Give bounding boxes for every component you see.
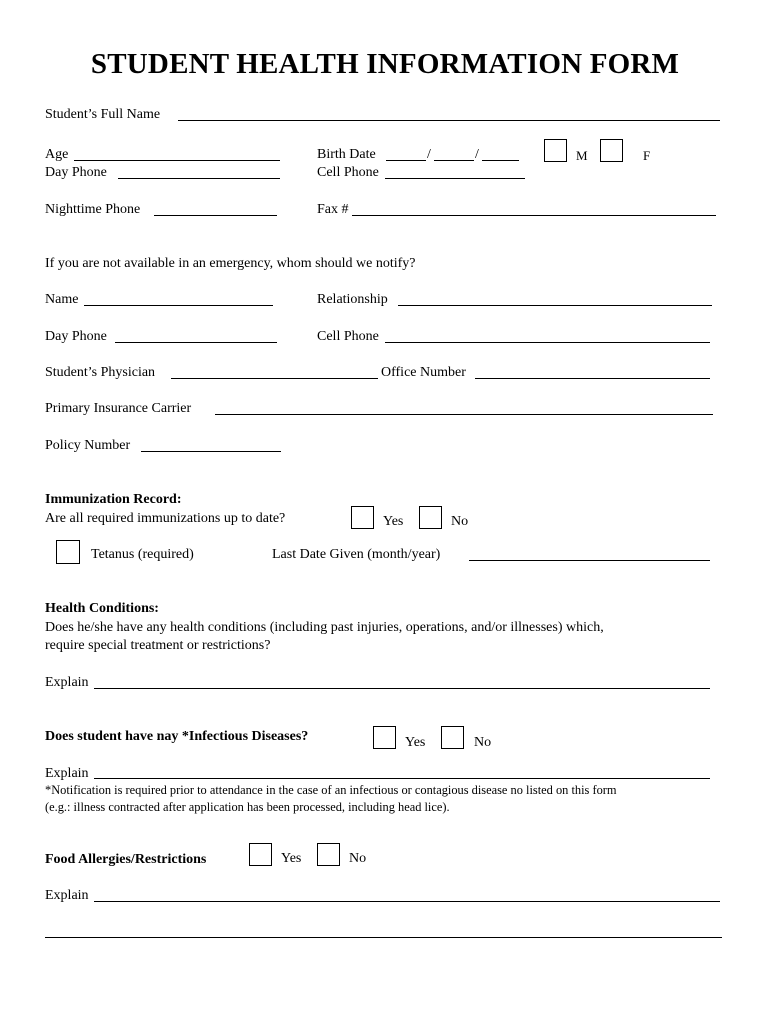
allergies-explain-label: Explain: [45, 888, 89, 903]
physician-label: Student’s Physician: [45, 365, 156, 380]
day-phone-label: Day Phone: [45, 165, 107, 180]
age-label: Age: [45, 147, 69, 162]
birth-date-separator: /: [427, 147, 431, 162]
immunization-yes-checkbox[interactable]: [351, 506, 374, 529]
infectious-yes-label: Yes: [405, 735, 426, 750]
birth-date-label: Birth Date: [317, 147, 376, 162]
emergency-day-phone-label: Day Phone: [45, 329, 107, 344]
immunization-question: Are all required immunizations up to date?: [45, 511, 286, 526]
infectious-question: Does student have nay *Infectious Diseases?: [45, 729, 309, 744]
emergency-name-field[interactable]: [84, 305, 273, 306]
infectious-explain-field[interactable]: [94, 778, 710, 779]
physician-field[interactable]: [171, 378, 378, 379]
nighttime-phone-label: Nighttime Phone: [45, 202, 141, 217]
health-explain-label: Explain: [45, 675, 89, 690]
emergency-day-phone-field[interactable]: [115, 342, 277, 343]
policy-number-field[interactable]: [141, 451, 281, 452]
tetanus-checkbox[interactable]: [56, 540, 80, 564]
tetanus-label: Tetanus (required): [91, 547, 194, 562]
cell-phone-label: Cell Phone: [317, 165, 379, 180]
form-title: STUDENT HEALTH INFORMATION FORM: [90, 48, 680, 80]
full-name-label: Student’s Full Name: [45, 107, 161, 122]
full-name-field[interactable]: [178, 120, 720, 121]
emergency-name-label: Name: [45, 292, 79, 307]
emergency-cell-phone-label: Cell Phone: [317, 329, 379, 344]
health-question-line1: Does he/she have any health conditions (including past injuries, operations, and/or illnesses) which,: [45, 620, 604, 635]
female-checkbox[interactable]: [600, 139, 623, 162]
birth-year-field[interactable]: [482, 160, 519, 161]
infectious-no-label: No: [474, 735, 492, 750]
insurance-field[interactable]: [215, 414, 713, 415]
fax-label: Fax #: [317, 202, 349, 217]
immunization-no-checkbox[interactable]: [419, 506, 442, 529]
day-phone-field[interactable]: [118, 178, 280, 179]
last-date-label: Last Date Given (month/year): [272, 547, 441, 562]
allergies-no-label: No: [349, 851, 367, 866]
office-number-field[interactable]: [475, 378, 710, 379]
male-checkbox[interactable]: [544, 139, 567, 162]
allergies-no-checkbox[interactable]: [317, 843, 340, 866]
male-label: M: [576, 148, 588, 163]
age-field[interactable]: [74, 160, 280, 161]
infectious-no-checkbox[interactable]: [441, 726, 464, 749]
allergies-explain-continuation-field[interactable]: [45, 937, 722, 938]
allergies-yes-checkbox[interactable]: [249, 843, 272, 866]
health-heading: Health Conditions:: [45, 601, 159, 616]
relationship-field[interactable]: [398, 305, 712, 306]
emergency-question: If you are not available in an emergency, whom should we notify?: [45, 256, 416, 271]
birth-day-field[interactable]: [434, 160, 474, 161]
policy-number-label: Policy Number: [45, 438, 131, 453]
infectious-explain-label: Explain: [45, 766, 89, 781]
infectious-note-line1: *Notification is required prior to attendance in the case of an infectious or contagious disease no listed on this form: [45, 783, 617, 797]
cell-phone-field[interactable]: [385, 178, 525, 179]
infectious-note-line2: (e.g.: illness contracted after application has been processed, including head lice).: [45, 800, 450, 814]
immunization-heading: Immunization Record:: [45, 492, 182, 507]
female-label: F: [643, 148, 651, 163]
health-question-line2: require special treatment or restrictions?: [45, 638, 271, 653]
health-explain-field[interactable]: [94, 688, 710, 689]
allergies-yes-label: Yes: [281, 851, 302, 866]
allergies-label: Food Allergies/Restrictions: [45, 852, 207, 867]
nighttime-phone-field[interactable]: [154, 215, 277, 216]
birth-month-field[interactable]: [386, 160, 426, 161]
last-date-field[interactable]: [469, 560, 710, 561]
immunization-no-label: No: [451, 514, 469, 529]
emergency-cell-phone-field[interactable]: [385, 342, 710, 343]
insurance-label: Primary Insurance Carrier: [45, 401, 192, 416]
relationship-label: Relationship: [317, 292, 388, 307]
immunization-yes-label: Yes: [383, 514, 404, 529]
birth-date-separator: /: [475, 147, 479, 162]
allergies-explain-field[interactable]: [94, 901, 720, 902]
office-number-label: Office Number: [381, 365, 466, 380]
infectious-yes-checkbox[interactable]: [373, 726, 396, 749]
fax-field[interactable]: [352, 215, 716, 216]
